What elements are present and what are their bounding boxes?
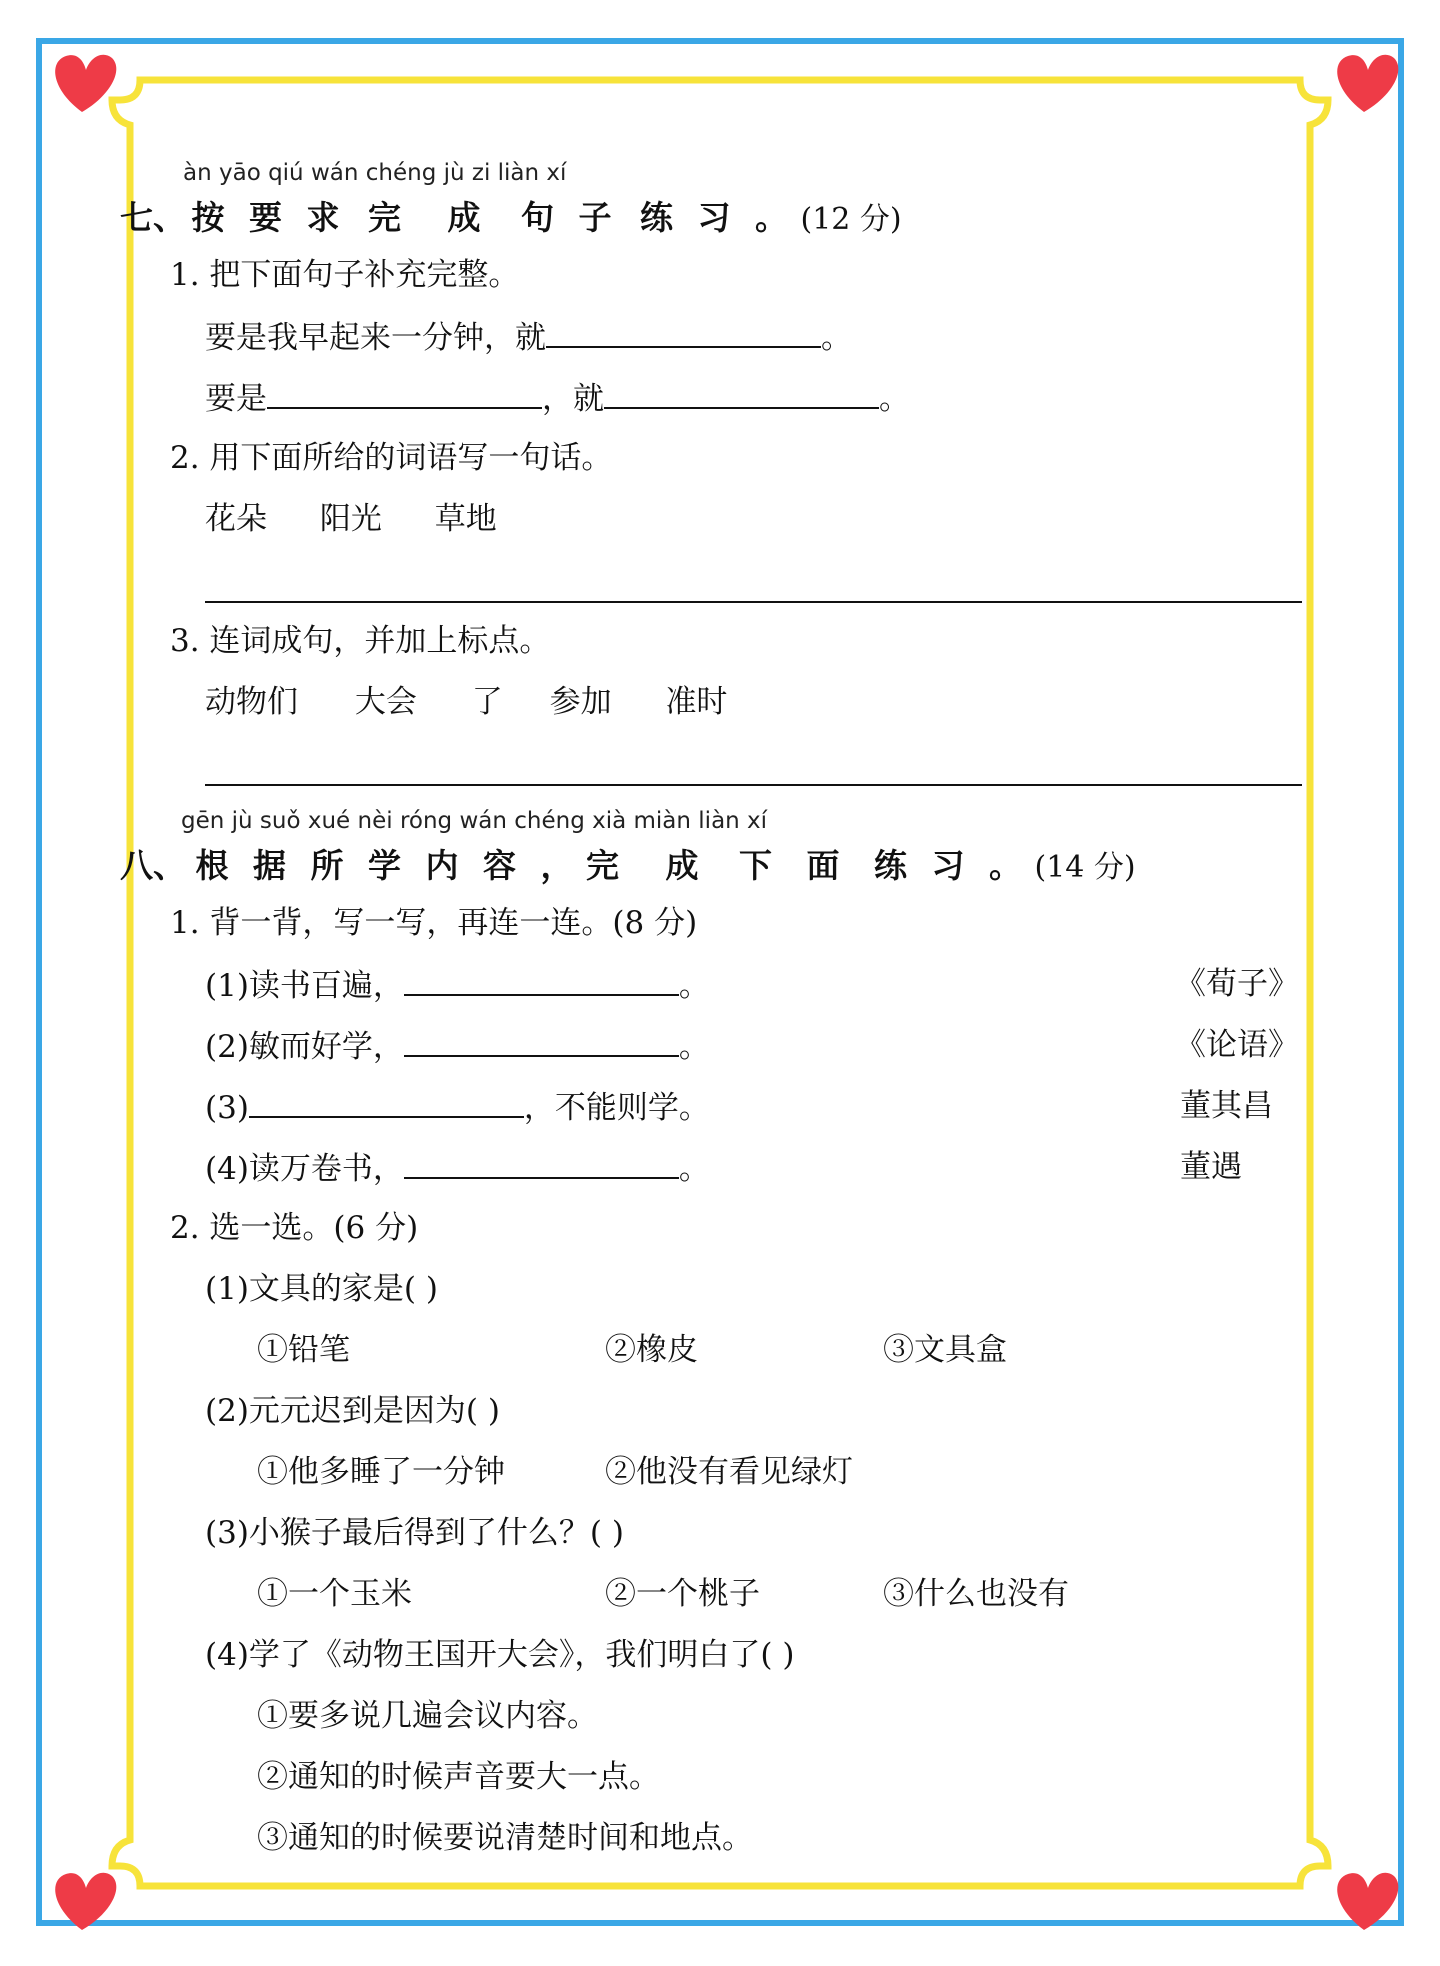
s7-q3-words [205,682,727,722]
author-label: 《荀子》 [1175,966,1299,1002]
answer-line[interactable] [205,784,1302,786]
heart-icon [55,55,116,112]
heart-icon [55,1873,116,1930]
section7-pinyin: àn yāo qiú wán chéng jù zi liàn xí [183,160,567,186]
answer-blank[interactable] [546,316,821,348]
s8-q2-sub1-question: (1)文具的家是( ) [205,1271,438,1307]
s7-q1-line1: 要是我早起来一分钟，就 。 [205,316,852,358]
option[interactable]: ②橡皮 [605,1332,698,1368]
s8-q1-title: 1. 背一背，写一写，再连一连。(8 分) [170,905,698,941]
answer-blank[interactable] [404,1025,679,1057]
word: 参加 [549,684,612,720]
s7-q2-title: 2. 用下面所给的词语写一句话。 [170,440,613,476]
section8-score: (14 分) [1034,850,1136,885]
s7-q1-title: 1. 把下面句子补充完整。 [170,257,520,293]
s8-q1-item3: (3) ，不能则学。 [205,1086,710,1128]
option[interactable]: ①他多睡了一分钟 [257,1454,505,1490]
s7-q1-line2: 要是 ，就 。 [205,377,910,419]
word: 大会 [354,684,417,720]
answer-blank[interactable] [604,377,879,409]
option[interactable]: ①要多说几遍会议内容。 [257,1698,598,1734]
answer-blank[interactable] [249,1086,524,1118]
section7-heading: 七、 按 要 求 完 成 句 子 练 习 。 (12 分) [120,198,902,237]
answer-blank[interactable] [404,964,679,996]
option[interactable]: ①一个玉米 [257,1576,412,1612]
word: 阳光 [319,501,382,537]
answer-blank[interactable] [404,1147,679,1179]
s8-q2-sub3-question: (3)小猴子最后得到了什么？( ) [205,1515,624,1551]
s8-q1-item1: (1)读书百遍， 。 [205,964,710,1006]
option[interactable]: ③通知的时候要说清楚时间和地点。 [257,1820,753,1856]
s7-q2-words [205,499,497,539]
option[interactable]: ③什么也没有 [883,1576,1069,1612]
word: 了 [471,684,503,720]
option[interactable]: ②一个桃子 [605,1576,760,1612]
author-label: 董遇 [1180,1149,1242,1185]
section8-heading: 八、 根 据 所 学 内 容 ， 完 成 下 面 练 习 。 (14 分) [120,846,1136,885]
heart-icon [1337,55,1398,112]
section7-score: (12 分) [800,202,902,237]
answer-line[interactable] [205,601,1302,603]
author-label: 《论语》 [1175,1027,1299,1063]
word: 花朵 [205,501,267,537]
option[interactable]: ③文具盒 [883,1332,1007,1368]
option[interactable]: ②通知的时候声音要大一点。 [257,1759,660,1795]
s8-q1-item4: (4)读万卷书， 。 [205,1147,710,1189]
word: 草地 [434,501,497,537]
option[interactable]: ②他没有看见绿灯 [605,1454,853,1490]
answer-blank[interactable] [267,377,542,409]
s8-q1-item2: (2)敏而好学， 。 [205,1025,710,1067]
author-label: 董其昌 [1180,1088,1273,1124]
s7-q3-title: 3. 连词成句，并加上标点。 [170,623,551,659]
word: 动物们 [205,684,298,720]
word: 准时 [665,684,728,720]
s8-q2-sub4-question: (4)学了《动物王国开大会》，我们明白了( ) [205,1637,795,1673]
option[interactable]: ①铅笔 [257,1332,350,1368]
s8-q2-title: 2. 选一选。(6 分) [170,1210,419,1246]
section8-pinyin: gēn jù suǒ xué nèi róng wán chéng xià miàn liàn xí [181,808,768,834]
s8-q2-sub2-question: (2)元元迟到是因为( ) [205,1393,500,1429]
heart-icon [1337,1873,1398,1930]
